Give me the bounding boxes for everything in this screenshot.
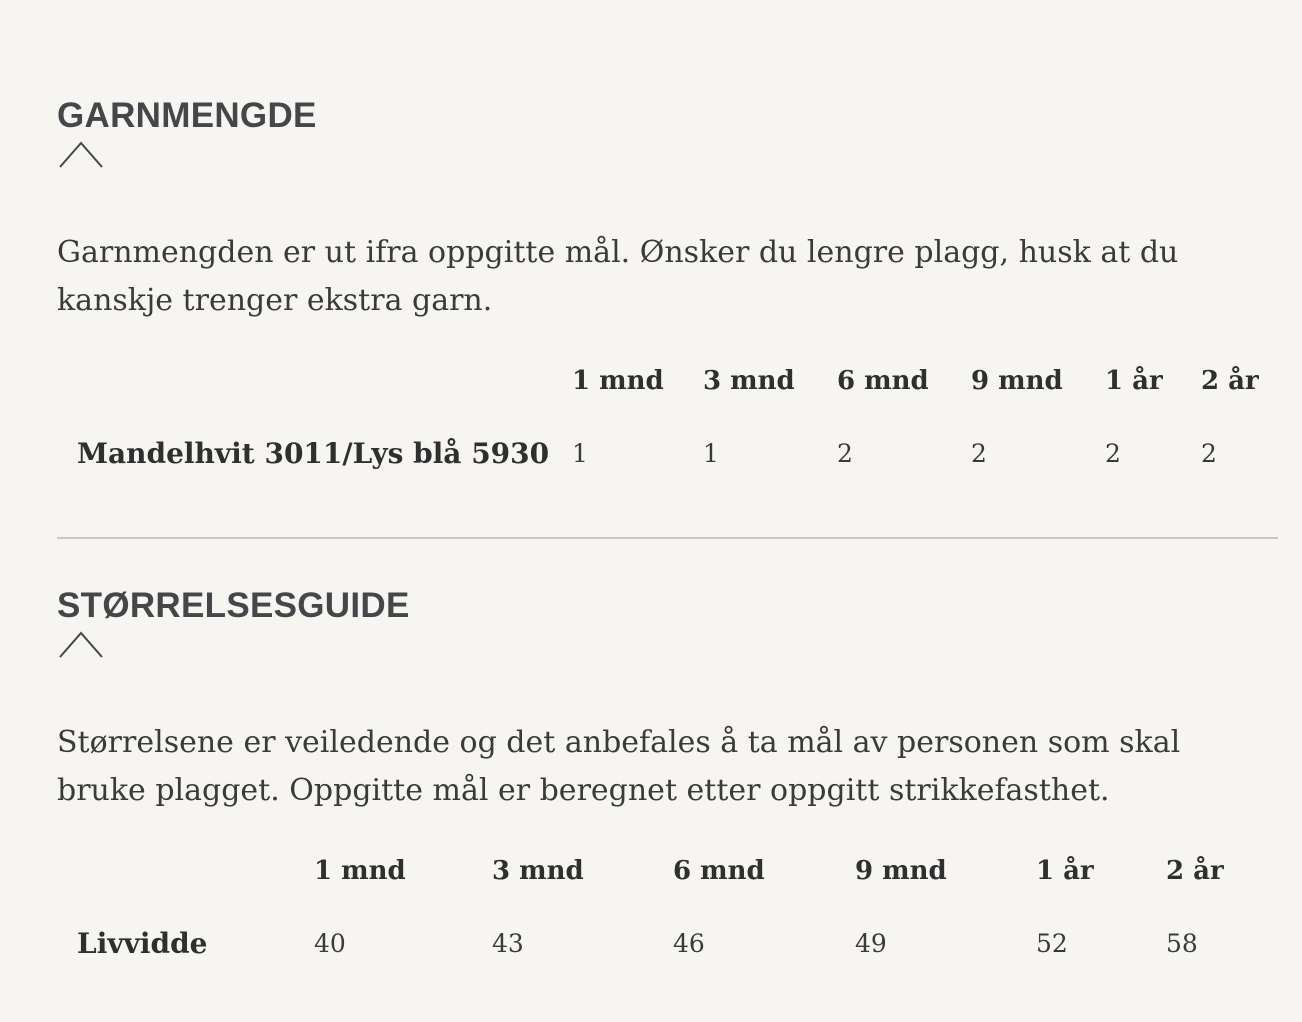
row-label: Livvidde <box>77 926 208 960</box>
table-cell: 2 <box>1201 438 1217 468</box>
size-guide-section-title[interactable]: STØRRELSESGUIDE <box>57 586 410 625</box>
table-row <box>57 406 1291 500</box>
yarn-section-title[interactable]: GARNMENGDE <box>57 96 317 135</box>
table-header-cell: 1 mnd <box>314 856 406 886</box>
table-header-cell: 1 år <box>1105 366 1163 396</box>
yarn-description: Garnmengden er ut ifra oppgitte mål. Ønsker du lengre plagg, husk at du kanskje trenger ekstra garn. <box>57 235 1179 318</box>
chevron-up-icon[interactable] <box>59 630 103 658</box>
table-header-cell: 1 år <box>1036 856 1094 886</box>
table-header-cell <box>57 356 572 406</box>
size-guide-description: Størrelsene er veiledende og det anbefales å ta mål av personen som skal bruke plagget. Oppgitte mål er beregnet etter oppgitt strikkefasthet. <box>57 725 1181 808</box>
chevron-up-icon[interactable] <box>59 140 103 168</box>
table-cell: 40 <box>314 928 346 958</box>
table-header-cell: 6 mnd <box>837 366 929 396</box>
table-cell: 2 <box>1105 438 1121 468</box>
section-divider <box>57 537 1278 539</box>
row-label: Mandelhvit 3011/Lys blå 5930 <box>77 436 550 470</box>
table-header-cell: 2 år <box>1201 366 1259 396</box>
yarn-amount-table <box>57 356 1291 500</box>
table-header-cell: 6 mnd <box>673 856 765 886</box>
table-cell: 2 <box>837 438 853 468</box>
table-cell: 49 <box>855 928 887 958</box>
table-cell: 2 <box>971 438 987 468</box>
table-cell: 46 <box>673 928 705 958</box>
table-cell: 58 <box>1166 928 1198 958</box>
table-header-cell: 3 mnd <box>703 366 795 396</box>
table-header-row <box>57 846 1266 896</box>
table-cell: 1 <box>572 438 588 468</box>
table-header-cell: 1 mnd <box>572 366 664 396</box>
table-cell: 43 <box>492 928 524 958</box>
table-header-cell <box>57 846 314 896</box>
table-header-cell: 9 mnd <box>971 366 1063 396</box>
table-cell: 1 <box>703 438 719 468</box>
table-cell: 52 <box>1036 928 1068 958</box>
table-header-row <box>57 356 1291 406</box>
table-header-cell: 2 år <box>1166 856 1224 886</box>
table-header-cell: 3 mnd <box>492 856 584 886</box>
table-row <box>57 896 1266 990</box>
size-guide-table <box>57 846 1266 990</box>
table-header-cell: 9 mnd <box>855 856 947 886</box>
